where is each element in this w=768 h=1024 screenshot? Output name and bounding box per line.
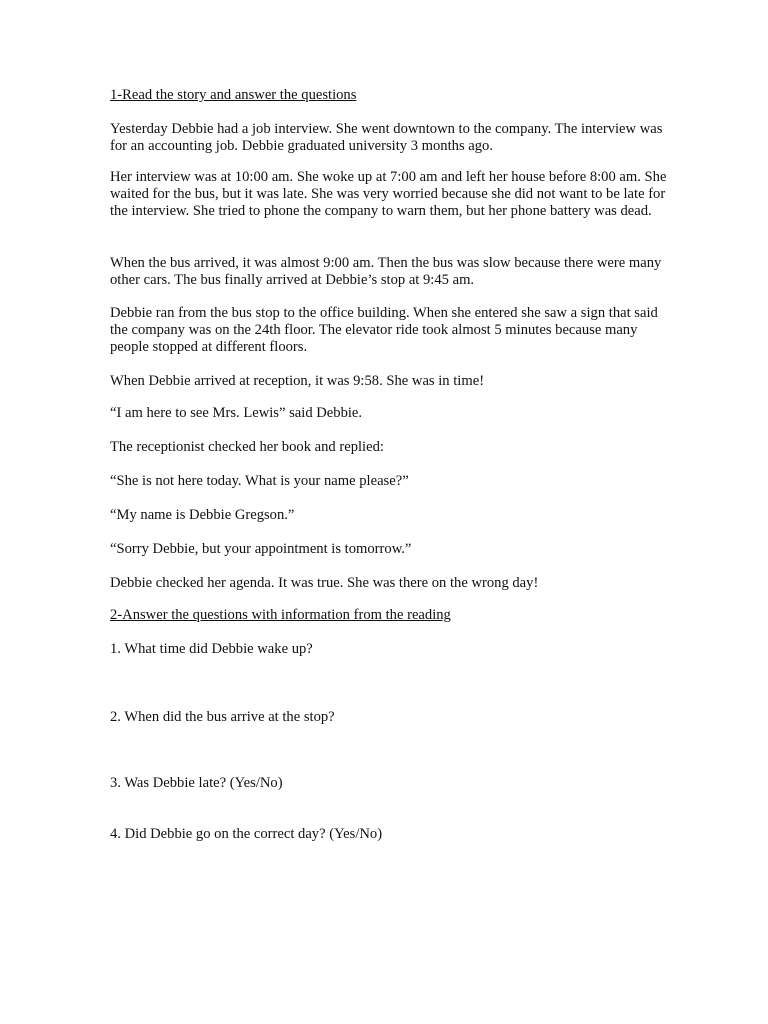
story-paragraph-8: “She is not here today. What is your name please?”: [110, 473, 409, 489]
section-2-heading: 2-Answer the questions with information from the reading: [110, 607, 451, 623]
story-paragraph-10: “Sorry Debbie, but your appointment is tomorrow.”: [110, 541, 412, 557]
story-paragraph-5: When Debbie arrived at reception, it was 9:58. She was in time!: [110, 373, 485, 389]
section-1-heading: 1-Read the story and answer the questions: [110, 87, 357, 103]
question-2: 2. When did the bus arrive at the stop?: [110, 709, 335, 725]
question-3: 3. Was Debbie late? (Yes/No): [110, 775, 283, 791]
story-paragraph-11: Debbie checked her agenda. It was true. She was there on the wrong day!: [110, 575, 539, 591]
story-paragraph-6: “I am here to see Mrs. Lewis” said Debbie.: [110, 405, 363, 421]
story-paragraph-3: When the bus arrived, it was almost 9:00 am. Then the bus was slow because there were many other cars. The bus finally arrived at Debbie’s stop at 9:45 am.: [110, 255, 662, 288]
story-paragraph-7: The receptionist checked her book and replied:: [110, 439, 384, 455]
story-paragraph-1: Yesterday Debbie had a job interview. She went downtown to the company. The interview was for an accounting job. Debbie graduated university 3 months ago.: [110, 121, 663, 154]
story-paragraph-4: Debbie ran from the bus stop to the office building. When she entered she saw a sign that said the company was on the 24th floor. The elevator ride took almost 5 minutes because many people stopped at different floors.: [110, 305, 658, 355]
story-paragraph-9: “My name is Debbie Gregson.”: [110, 507, 295, 523]
story-paragraph-2: Her interview was at 10:00 am. She woke up at 7:00 am and left her house before 8:00 am. She waited for the bus, but it was late. She was very worried because she did not want to be late for the interview. She tried to phone the company to warn them, but her phone battery was dead.: [110, 169, 667, 219]
question-1: 1. What time did Debbie wake up?: [110, 641, 313, 657]
question-4: 4. Did Debbie go on the correct day? (Yes/No): [110, 826, 383, 842]
